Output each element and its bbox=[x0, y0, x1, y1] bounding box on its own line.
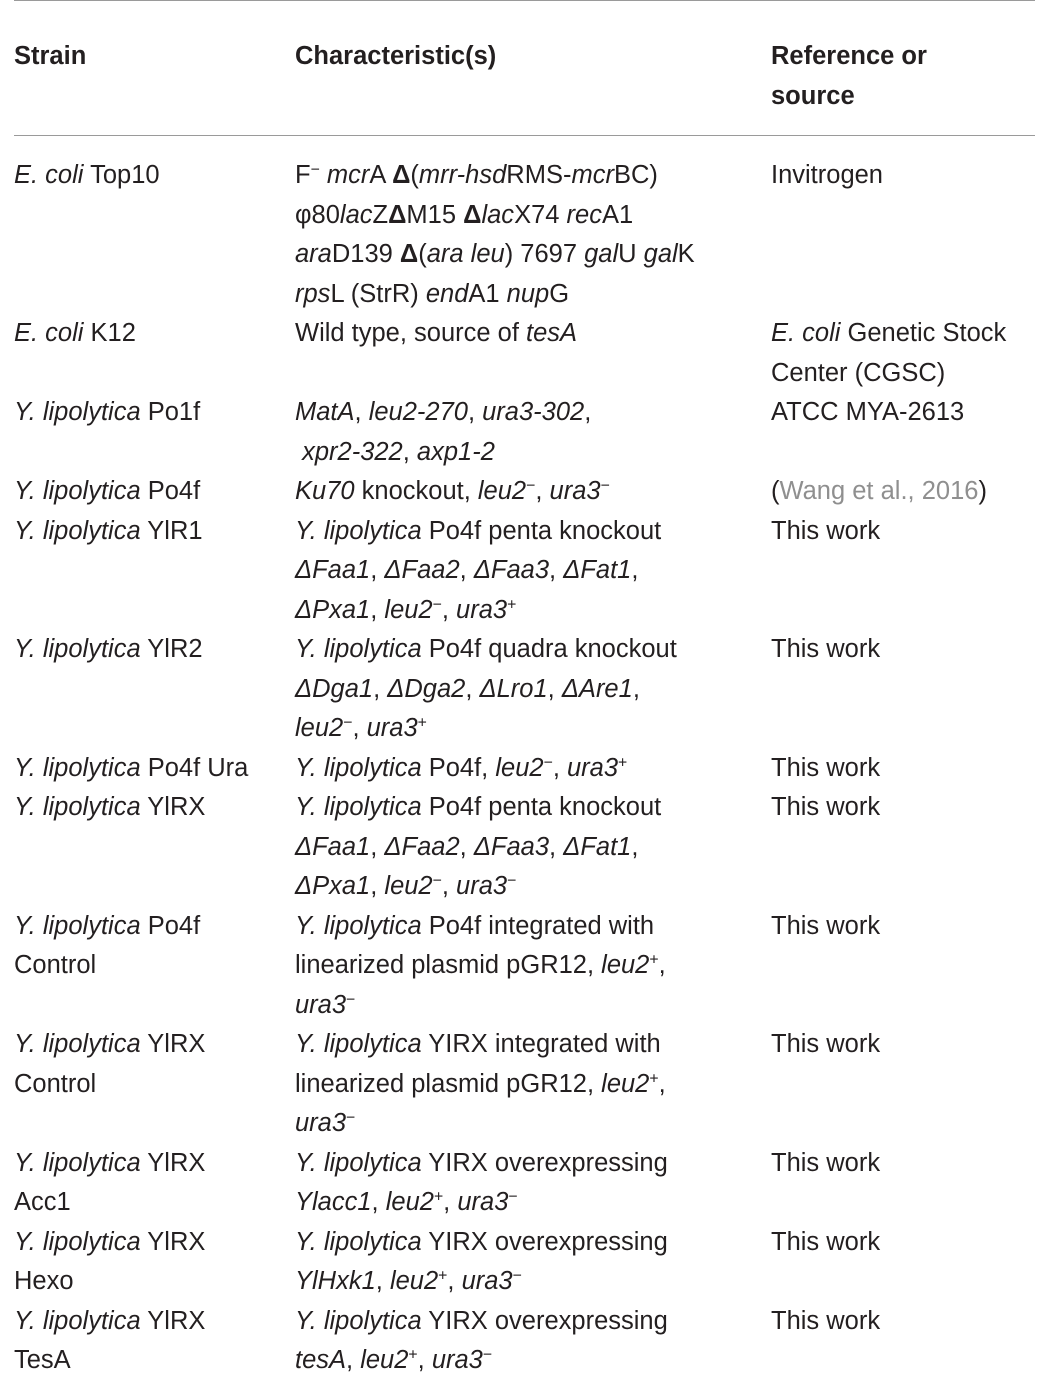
cell-strain: Y. lipolytica YlRX Control bbox=[14, 1030, 206, 1098]
cell-characteristics: F− mcrA Δ(mrr-hsdRMS-mcrBC) φ80lacZΔM15 ΔlacX74 recA1 araD139 Δ(ara leu) 7697 galU galK rpsL (StrR) endA1 nupG bbox=[295, 161, 695, 308]
strain-table bbox=[14, 0, 1035, 1381]
cell-characteristics: Ku70 knockout, leu2−, ura3− bbox=[295, 477, 610, 505]
cell-characteristics: Y. lipolytica Po4f quadra knockout ΔDga1, ΔDga2, ΔLro1, ΔAre1, leu2−, ura3+ bbox=[295, 635, 677, 742]
table-row bbox=[14, 512, 1035, 631]
cell-characteristics: Y. lipolytica YIRX overexpressing tesA, leu2+, ura3− bbox=[295, 1306, 668, 1374]
cell-strain: Y. lipolytica YlR2 bbox=[14, 635, 203, 663]
cell-source: This work bbox=[771, 1227, 881, 1256]
cell-strain: Y. lipolytica Po4f bbox=[14, 477, 201, 505]
table-row bbox=[14, 136, 1035, 315]
cell-strain: Y. lipolytica YlR1 bbox=[14, 516, 203, 545]
table-row bbox=[14, 788, 1035, 907]
cell-strain: Y. lipolytica Po4f Ura bbox=[14, 753, 249, 782]
header-reference-source: Reference or source bbox=[771, 42, 927, 110]
cell-source: E. coli Genetic Stock Center (CGSC) bbox=[771, 319, 1007, 387]
table-body bbox=[14, 136, 1035, 1381]
cell-source: This work bbox=[771, 1030, 881, 1058]
cell-characteristics: Y. lipolytica Po4f penta knockout ΔFaa1, ΔFaa2, ΔFaa3, ΔFat1, ΔPxa1, leu2−, ura3− bbox=[295, 793, 662, 900]
cell-strain: Y. lipolytica Po1f bbox=[14, 398, 201, 426]
header-strain: Strain bbox=[14, 42, 87, 70]
table-row bbox=[14, 630, 1035, 749]
table-row bbox=[14, 393, 1035, 472]
cell-characteristics: Y. lipolytica YIRX overexpressing Ylacc1, leu2+, ura3− bbox=[295, 1148, 668, 1216]
table-row bbox=[14, 749, 1035, 789]
cell-source: This work bbox=[771, 1306, 881, 1335]
header-row bbox=[14, 1, 1035, 136]
cell-source: This work bbox=[771, 753, 881, 782]
table-header bbox=[14, 1, 1035, 136]
cell-strain: E. coli K12 bbox=[14, 319, 136, 347]
cell-characteristics: MatA, leu2-270, ura3-302, xpr2-322, axp1-2 bbox=[295, 398, 592, 466]
cell-strain: E. coli Top10 bbox=[14, 161, 160, 189]
cell-strain: Y. lipolytica Po4f Control bbox=[14, 911, 201, 979]
header-characteristics: Characteristic(s) bbox=[295, 42, 497, 70]
cell-source: (Wang et al., 2016) bbox=[771, 477, 987, 505]
table-row bbox=[14, 472, 1035, 512]
cell-characteristics: Wild type, source of tesA bbox=[295, 319, 578, 347]
cell-source: Invitrogen bbox=[771, 161, 883, 189]
cell-characteristics: Y. lipolytica YIRX integrated with linearized plasmid pGR12, leu2+, ura3− bbox=[295, 1030, 666, 1137]
cell-source: This work bbox=[771, 635, 881, 663]
cell-characteristics: Y. lipolytica Po4f penta knockout ΔFaa1, ΔFaa2, ΔFaa3, ΔFat1, ΔPxa1, leu2−, ura3+ bbox=[295, 516, 662, 624]
cell-strain: Y. lipolytica YlRX Acc1 bbox=[14, 1148, 206, 1216]
cell-source: This work bbox=[771, 911, 881, 940]
cell-strain: Y. lipolytica YlRX TesA bbox=[14, 1306, 206, 1374]
table-row bbox=[14, 1223, 1035, 1302]
table-row bbox=[14, 907, 1035, 1026]
table-row bbox=[14, 1025, 1035, 1144]
cell-source: ATCC MYA-2613 bbox=[771, 398, 965, 426]
cell-strain: Y. lipolytica YlRX Hexo bbox=[14, 1227, 206, 1295]
cell-source: This work bbox=[771, 516, 881, 545]
cell-characteristics: Y. lipolytica YIRX overexpressing YlHxk1, leu2+, ura3− bbox=[295, 1227, 668, 1295]
cell-characteristics: Y. lipolytica Po4f integrated with linearized plasmid pGR12, leu2+, ura3− bbox=[295, 911, 666, 1019]
cell-source: This work bbox=[771, 1148, 881, 1177]
cell-strain: Y. lipolytica YlRX bbox=[14, 793, 206, 821]
table-row bbox=[14, 314, 1035, 393]
cell-characteristics: Y. lipolytica Po4f, leu2−, ura3+ bbox=[295, 753, 628, 782]
cell-source: This work bbox=[771, 793, 881, 821]
table-row bbox=[14, 1302, 1035, 1381]
table-row bbox=[14, 1144, 1035, 1223]
